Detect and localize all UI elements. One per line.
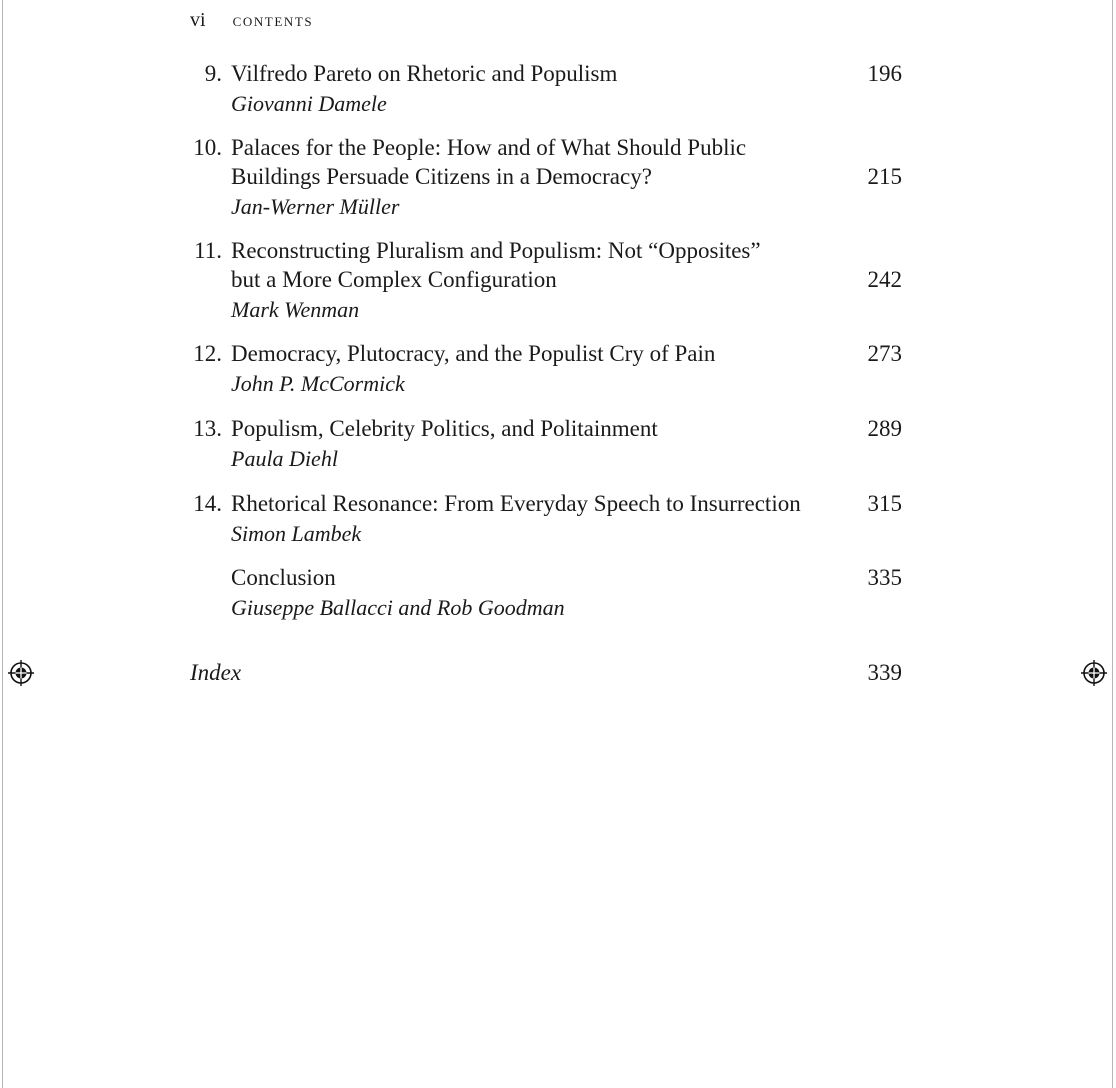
page-number: 196 [867, 61, 902, 86]
chapter-number: 13. [193, 416, 222, 441]
chapter-author: Simon Lambek [231, 521, 362, 546]
chapter-author: John P. McCormick [231, 371, 405, 396]
chapter-number: 14. [193, 491, 222, 516]
chapter-author: Jan-Werner Müller [231, 194, 400, 219]
page-number: 215 [867, 164, 902, 189]
page-folio: vi [190, 9, 206, 31]
page-edge-left [2, 0, 3, 1088]
page-number: 242 [867, 267, 902, 292]
chapter-title: Palaces for the People: How and of What Should Public [231, 135, 747, 160]
chapter-title: but a More Complex Configuration [231, 267, 557, 292]
chapter-title: Conclusion [231, 565, 336, 590]
page-number: 289 [867, 416, 902, 441]
chapter-author: Giovanni Damele [231, 91, 387, 116]
chapter-number: 10. [193, 135, 222, 160]
chapter-title: Rhetorical Resonance: From Everyday Speech to Insurrection [231, 491, 801, 516]
chapter-title: Democracy, Plutocracy, and the Populist Cry of Pain [231, 341, 716, 366]
chapter-title: Vilfredo Pareto on Rhetoric and Populism [231, 61, 618, 86]
page-number: 315 [867, 491, 902, 516]
chapter-author: Mark Wenman [231, 297, 360, 322]
chapter-title: Populism, Celebrity Politics, and Politainment [231, 416, 658, 441]
page-number: 273 [867, 341, 902, 366]
page-edge-right [1112, 0, 1113, 1088]
chapter-title: Reconstructing Pluralism and Populism: Not “Opposites” [231, 238, 761, 263]
chapter-title: Buildings Persuade Citizens in a Democracy? [231, 164, 652, 189]
registration-mark-icon [1081, 660, 1107, 686]
chapter-number: 12. [193, 341, 222, 366]
chapter-author: Paula Diehl [231, 446, 338, 471]
chapter-number: 9. [204, 61, 222, 86]
chapter-number: 11. [194, 238, 222, 263]
page-number: 335 [867, 565, 902, 590]
chapter-author: Giuseppe Ballacci and Rob Goodman [231, 595, 565, 620]
page-number: 339 [867, 660, 902, 685]
registration-mark-icon [8, 660, 34, 686]
running-head [190, 6, 313, 35]
index-label: Index [190, 660, 242, 685]
running-head-title: contents [232, 10, 314, 31]
